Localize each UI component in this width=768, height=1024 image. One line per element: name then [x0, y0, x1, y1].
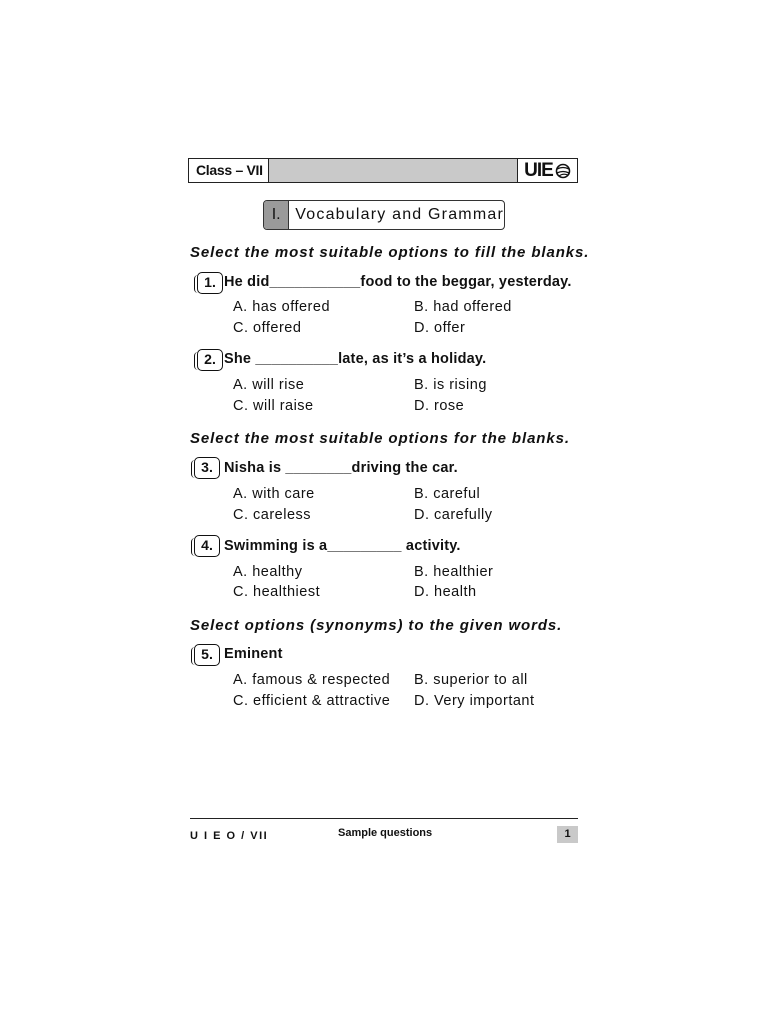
- question-5-option-c: C. efficient & attractive: [233, 693, 391, 709]
- question-1-option-a: A. has offered: [233, 299, 331, 315]
- question-text-4: Swimming is a_________ activity.: [224, 538, 461, 554]
- instruction-1: Select the most suitable options to fill the blanks.: [190, 244, 590, 261]
- question-2-option-d: D. rose: [414, 398, 465, 414]
- question-1-option-c: C. offered: [233, 320, 302, 336]
- question-4-option-a: A. healthy: [233, 564, 303, 580]
- question-1-option-d: D. offer: [414, 320, 466, 336]
- question-4-option-d: D. health: [414, 584, 477, 600]
- globe-icon: [555, 163, 571, 179]
- question-text-1: He did___________food to the beggar, yesterday.: [224, 274, 572, 290]
- question-3-option-a: A. with care: [233, 486, 315, 502]
- question-2-option-c: C. will raise: [233, 398, 314, 414]
- question-number-5: 5.: [194, 644, 220, 666]
- question-5-option-d: D. Very important: [414, 693, 535, 709]
- question-3-option-c: C. careless: [233, 507, 312, 523]
- question-text-2: She __________late, as it’s a holiday.: [224, 351, 487, 367]
- question-3-option-b: B. careful: [414, 486, 481, 502]
- header-bar: [188, 158, 578, 183]
- question-number-2: 2.: [197, 349, 223, 371]
- section-title: Vocabulary and Grammar: [295, 206, 504, 223]
- page-number: 1: [557, 826, 578, 843]
- question-3-option-d: D. carefully: [414, 507, 493, 523]
- question-number-3: 3.: [194, 457, 220, 479]
- section-number: I.: [264, 201, 289, 229]
- question-5-option-b: B. superior to all: [414, 672, 528, 688]
- question-1-option-b: B. had offered: [414, 299, 512, 315]
- section-heading: [263, 200, 505, 230]
- instruction-3: Select options (synonyms) to the given words.: [190, 617, 563, 634]
- logo-text: UIE: [524, 160, 553, 181]
- question-number-4: 4.: [194, 535, 220, 557]
- question-number-1: 1.: [197, 272, 223, 294]
- question-text-3: Nisha is ________driving the car.: [224, 460, 458, 476]
- footer-exam-code: U I E O / VII: [190, 830, 269, 842]
- footer-title: Sample questions: [338, 827, 433, 839]
- question-2-option-a: A. will rise: [233, 377, 305, 393]
- question-text-5: Eminent: [224, 646, 283, 662]
- footer-divider: [190, 818, 578, 819]
- question-4-option-c: C. healthiest: [233, 584, 321, 600]
- class-label: Class – VII: [189, 159, 269, 182]
- instruction-2: Select the most suitable options for the blanks.: [190, 430, 570, 447]
- logo: [517, 159, 577, 182]
- question-2-option-b: B. is rising: [414, 377, 487, 393]
- question-4-option-b: B. healthier: [414, 564, 494, 580]
- question-5-option-a: A. famous & respected: [233, 672, 391, 688]
